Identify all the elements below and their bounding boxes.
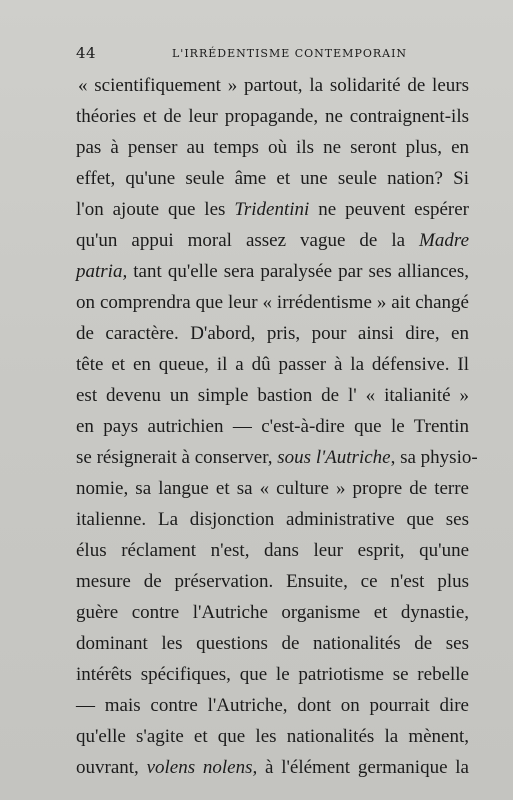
text-segment: élus réclament n'est, dans leur esprit, qu'une bbox=[76, 540, 469, 561]
text-line bbox=[76, 318, 469, 349]
text-line bbox=[76, 752, 469, 783]
text-segment: tant qu'elle sera paralysée par ses alliances, bbox=[127, 261, 469, 282]
text-segment: effet, qu'une seule âme et une seule nation? Si bbox=[76, 168, 469, 189]
text-line bbox=[76, 566, 469, 597]
text-line bbox=[76, 473, 469, 504]
text-line bbox=[76, 597, 469, 628]
page-number: 44 bbox=[76, 44, 97, 62]
text-line bbox=[76, 225, 469, 256]
text-segment: , sa physio- bbox=[390, 447, 478, 468]
text-line bbox=[76, 628, 469, 659]
text-line bbox=[76, 287, 469, 318]
text-line bbox=[76, 411, 469, 442]
text-segment: est devenu un simple bastion de l' « italianité » bbox=[76, 385, 469, 406]
text-segment: dominant les questions de nationalités de ses bbox=[76, 633, 469, 654]
italic-text: Tridentini bbox=[234, 199, 310, 220]
text-line bbox=[76, 163, 469, 194]
text-line bbox=[76, 132, 469, 163]
text-line bbox=[76, 535, 469, 566]
text-line bbox=[76, 194, 469, 225]
running-title: L'IRRÉDENTISME CONTEMPORAIN bbox=[172, 47, 408, 60]
text-line bbox=[76, 659, 469, 690]
text-line bbox=[76, 380, 469, 411]
text-segment: théories et de leur propagande, ne contraignent-ils bbox=[76, 106, 469, 127]
text-line bbox=[76, 504, 469, 535]
text-line bbox=[76, 256, 469, 287]
body-text bbox=[76, 70, 478, 783]
text-segment: — mais contre l'Autriche, dont on pourrait dire bbox=[76, 695, 469, 716]
text-line bbox=[76, 70, 469, 101]
text-segment: intérêts spécifiques, que le patriotisme se rebelle bbox=[76, 664, 469, 685]
text-segment: se résignerait à conserver, bbox=[76, 447, 278, 468]
text-segment: de caractère. D'abord, pris, pour ainsi dire, en bbox=[76, 323, 469, 344]
italic-text: sous l'Autriche bbox=[277, 447, 391, 468]
text-segment: guère contre l'Autriche organisme et dynastie, bbox=[76, 602, 469, 623]
text-segment: tête et en queue, il a dû passer à la défensive. Il bbox=[76, 354, 469, 375]
text-segment: ouvrant, bbox=[76, 757, 147, 778]
italic-text: volens nolens, bbox=[146, 757, 258, 778]
text-line bbox=[76, 721, 469, 752]
text-line bbox=[76, 101, 469, 132]
text-line bbox=[76, 690, 469, 721]
text-line bbox=[76, 349, 469, 380]
text-segment: « scientifiquement » partout, la solidarité de leurs bbox=[78, 75, 469, 96]
italic-text: Madre bbox=[419, 230, 469, 251]
text-segment: à l'élément germanique la bbox=[257, 757, 469, 778]
text-segment: on comprendra que leur « irrédentisme » ait changé bbox=[76, 292, 469, 313]
text-segment: en pays autrichien — c'est-à-dire que le Trentin bbox=[76, 416, 469, 437]
text-segment: ne peuvent espérer bbox=[309, 199, 469, 220]
text-segment: qu'un appui moral assez vague de la bbox=[76, 230, 420, 251]
text-segment: qu'elle s'agite et que les nationalités la mènent, bbox=[76, 726, 469, 747]
text-segment: pas à penser au temps où ils ne seront plus, en bbox=[76, 137, 469, 158]
italic-text: patria, bbox=[76, 261, 128, 282]
text-line bbox=[76, 442, 478, 473]
text-segment: nomie, sa langue et sa « culture » propre de terre bbox=[76, 478, 469, 499]
text-segment: italienne. La disjonction administrative que ses bbox=[76, 509, 469, 530]
text-segment: l'on ajoute que les bbox=[76, 199, 235, 220]
text-segment: mesure de préservation. Ensuite, ce n'est plus bbox=[76, 571, 469, 592]
